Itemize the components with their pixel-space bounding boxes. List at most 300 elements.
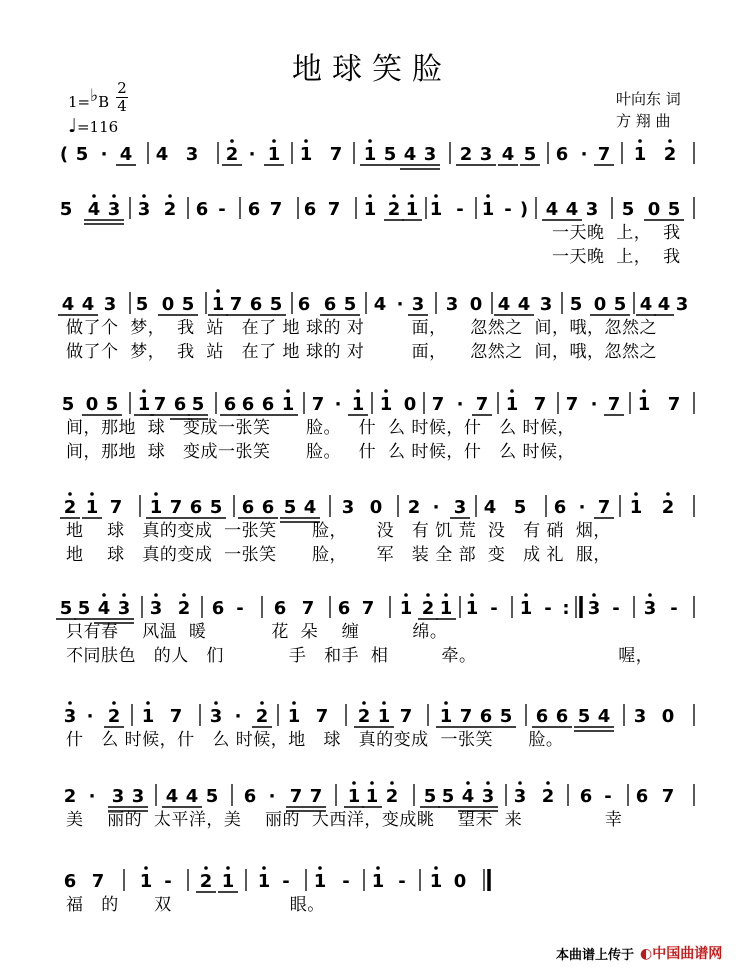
octave-dot	[638, 139, 642, 143]
score-symbol: -	[490, 598, 498, 619]
octave-dot	[154, 492, 158, 496]
score-symbol: ·	[432, 497, 440, 518]
note: 1	[149, 497, 163, 518]
note: 5	[77, 598, 91, 619]
note: 6	[535, 706, 549, 727]
note: 2	[163, 199, 177, 220]
octave-dot	[304, 139, 308, 143]
note: 1	[465, 598, 479, 619]
note: 3	[479, 144, 493, 165]
note: 5	[209, 497, 223, 518]
note: 4	[61, 294, 75, 315]
note: 2	[107, 706, 121, 727]
octave-dot	[142, 194, 146, 198]
note: 5	[613, 294, 627, 315]
note: 7	[597, 497, 611, 518]
note: 7	[109, 497, 123, 518]
octave-dot	[272, 139, 276, 143]
note: 3	[117, 598, 131, 619]
lyric-line: 做了个 梦， 我 站 在了 地 球的 对 面， 忽然之 间，哦，忽然之	[66, 342, 657, 362]
note: 6	[247, 199, 261, 220]
note: 7	[309, 786, 323, 807]
octave-dot	[444, 701, 448, 705]
note: 1	[257, 871, 271, 892]
note: 0	[469, 294, 483, 315]
octave-dot	[592, 593, 596, 597]
octave-dot	[470, 593, 474, 597]
octave-dot	[214, 701, 218, 705]
octave-dot	[352, 781, 356, 785]
note: 7	[661, 786, 675, 807]
lyric-line: 间，那地 球 变成一张笑 脸。 什 么 时候，什 么 时候，	[66, 442, 575, 462]
note: 6	[223, 394, 237, 415]
note: 2	[541, 786, 555, 807]
note: 3	[63, 706, 77, 727]
octave-dot	[142, 389, 146, 393]
score-symbol: -	[604, 786, 612, 807]
note: 6	[273, 598, 287, 619]
note: 6	[297, 294, 311, 315]
note: 5	[441, 786, 455, 807]
octave-dot	[144, 866, 148, 870]
score-symbol: ·	[88, 786, 96, 807]
score-symbol: )	[519, 199, 529, 220]
octave-dot	[634, 492, 638, 496]
note: 3	[633, 706, 647, 727]
site-logo	[640, 943, 722, 963]
note: 1	[299, 144, 313, 165]
note: 4	[597, 706, 611, 727]
note: 1	[287, 706, 301, 727]
note: 6	[555, 144, 569, 165]
note: 4	[501, 144, 515, 165]
score-symbol: ·	[334, 394, 342, 415]
note: 3	[107, 199, 121, 220]
score-symbol: ·	[268, 786, 276, 807]
key-prefix: 1=	[68, 93, 91, 111]
octave-dot	[154, 593, 158, 597]
octave-dot	[368, 139, 372, 143]
note: 7	[667, 394, 681, 415]
octave-dot	[486, 781, 490, 785]
note: 1	[85, 497, 99, 518]
key-letter: B	[98, 93, 110, 111]
octave-dot	[230, 139, 234, 143]
octave-dot	[376, 866, 380, 870]
score-symbol: ·	[396, 294, 404, 315]
note: 1	[139, 871, 153, 892]
octave-dot	[112, 701, 116, 705]
note: 5	[191, 394, 205, 415]
octave-dot	[216, 289, 220, 293]
octave-dot	[668, 139, 672, 143]
note: 6	[243, 786, 257, 807]
note: 0	[161, 294, 175, 315]
note: 1	[365, 786, 379, 807]
composer: 方 翔 曲	[616, 112, 671, 130]
note: 7	[399, 706, 413, 727]
note: 7	[475, 394, 489, 415]
note: 1	[211, 294, 225, 315]
note: 3	[675, 294, 689, 315]
note: 5	[383, 144, 397, 165]
octave-dot	[546, 781, 550, 785]
note: 7	[327, 199, 341, 220]
note: 1	[429, 199, 443, 220]
note: 0	[453, 871, 467, 892]
logo-text: 中国曲谱网	[652, 946, 723, 962]
note: 7	[301, 598, 315, 619]
lyric-line: 地 球 真的变成 一张笑 脸， 没 有 饥 荒 没 有 硝 烟，	[66, 521, 611, 541]
note: 1	[399, 598, 413, 619]
note: 2	[63, 497, 77, 518]
note: 1	[505, 394, 519, 415]
note: 5	[75, 144, 89, 165]
octave-dot	[390, 781, 394, 785]
score-symbol: ·	[578, 497, 586, 518]
time-bottom: 4	[117, 97, 127, 115]
note: 1	[637, 394, 651, 415]
note: 1	[363, 144, 377, 165]
score-symbol: -	[218, 199, 226, 220]
score-symbol: ·	[590, 394, 598, 415]
flat-symbol: ♭	[90, 86, 99, 106]
note: 7	[597, 144, 611, 165]
note: 4	[119, 144, 133, 165]
note: 2	[387, 199, 401, 220]
note: 6	[211, 598, 225, 619]
note: 4	[97, 598, 111, 619]
note: 5	[513, 497, 527, 518]
score-symbol: -	[670, 598, 678, 619]
octave-dot	[68, 492, 72, 496]
note: 1	[629, 497, 643, 518]
octave-dot	[444, 593, 448, 597]
note: 7	[459, 706, 473, 727]
note: 2	[225, 144, 239, 165]
octave-dot	[102, 593, 106, 597]
octave-dot	[260, 701, 264, 705]
note: 3	[209, 706, 223, 727]
note: 6	[241, 497, 255, 518]
note: 4	[497, 294, 511, 315]
score-symbol: -	[342, 871, 350, 892]
lyric-line: 一天晚 上， 我	[552, 247, 681, 267]
note: 3	[587, 598, 601, 619]
octave-dot	[486, 194, 490, 198]
note: 2	[385, 786, 399, 807]
note: 7	[431, 394, 445, 415]
note: 4	[565, 199, 579, 220]
note: 0	[593, 294, 607, 315]
note: 3	[185, 144, 199, 165]
note: 1	[363, 199, 377, 220]
note: 6	[261, 497, 275, 518]
note: 3	[131, 786, 145, 807]
octave-dot	[168, 194, 172, 198]
note: 3	[423, 144, 437, 165]
note: 7	[565, 394, 579, 415]
note: 5	[283, 497, 297, 518]
note: 4	[403, 144, 417, 165]
note: 7	[533, 394, 547, 415]
note: 5	[181, 294, 195, 315]
octave-dot	[434, 194, 438, 198]
score-symbol: -	[456, 199, 464, 220]
note: 6	[479, 706, 493, 727]
lyric-line: 间，那地 球 变成一张笑 脸。 什 么 时候，什 么 时候，	[66, 418, 575, 438]
score-symbol: -	[398, 871, 406, 892]
score-symbol: -	[236, 598, 244, 619]
lyric-line: 一天晚 上， 我	[552, 223, 681, 243]
note: 5	[343, 294, 357, 315]
logo-mark-icon: ◐	[640, 946, 653, 962]
note: 3	[513, 786, 527, 807]
note: 5	[577, 706, 591, 727]
note: 3	[481, 786, 495, 807]
lyric-line: 只有春 风温 暖 花 朵 缠 绵。	[66, 622, 448, 642]
note: 4	[483, 497, 497, 518]
note: 4	[639, 294, 653, 315]
note: 2	[63, 786, 77, 807]
note: 4	[87, 199, 101, 220]
note: 3	[453, 497, 467, 518]
quarter-note-icon: ♩	[68, 115, 77, 137]
octave-dot	[466, 781, 470, 785]
note: 3	[111, 786, 125, 807]
octave-dot	[362, 701, 366, 705]
note: 1	[371, 871, 385, 892]
lyric-line: 福 的 双 眼。	[66, 895, 325, 915]
note: 4	[657, 294, 671, 315]
note: 7	[311, 394, 325, 415]
tempo-value: =116	[76, 118, 119, 136]
note: 4	[545, 199, 559, 220]
note: 1	[347, 786, 361, 807]
time-top: 2	[117, 79, 127, 97]
note: 3	[585, 199, 599, 220]
octave-dot	[318, 866, 322, 870]
note: 1	[429, 871, 443, 892]
note: 0	[403, 394, 417, 415]
note: 2	[661, 497, 675, 518]
octave-dot	[518, 781, 522, 785]
note: 2	[421, 598, 435, 619]
octave-dot	[648, 593, 652, 597]
note: 6	[249, 294, 263, 315]
note: 4	[81, 294, 95, 315]
note: 1	[281, 394, 295, 415]
note: 1	[377, 706, 391, 727]
note: 6	[173, 394, 187, 415]
score-symbol: ·	[86, 706, 94, 727]
octave-dot	[356, 389, 360, 393]
note: 3	[149, 598, 163, 619]
note: 4	[185, 786, 199, 807]
note: 7	[361, 598, 375, 619]
note: 5	[61, 394, 75, 415]
octave-dot	[368, 194, 372, 198]
score-symbol: ·	[234, 706, 242, 727]
note: 6	[189, 497, 203, 518]
octave-dot	[404, 593, 408, 597]
score-symbol: ·	[456, 394, 464, 415]
note: 5	[499, 706, 513, 727]
note: 4	[517, 294, 531, 315]
octave-dot	[92, 194, 96, 198]
note: 1	[313, 871, 327, 892]
octave-dot	[666, 492, 670, 496]
note: 5	[523, 144, 537, 165]
octave-dot	[382, 701, 386, 705]
note: 1	[137, 394, 151, 415]
score-symbol: -	[164, 871, 172, 892]
time-signature	[116, 80, 128, 115]
score-symbol: (	[59, 144, 69, 165]
note: 6	[195, 199, 209, 220]
note: 5	[667, 199, 681, 220]
note: 2	[255, 706, 269, 727]
octave-dot	[392, 194, 396, 198]
octave-dot	[286, 389, 290, 393]
note: 1	[439, 706, 453, 727]
note: 7	[269, 199, 283, 220]
note: 6	[337, 598, 351, 619]
octave-dot	[292, 701, 296, 705]
note: 4	[155, 144, 169, 165]
octave-dot	[182, 593, 186, 597]
note: 3	[411, 294, 425, 315]
note: 1	[221, 871, 235, 892]
score-symbol: -	[282, 871, 290, 892]
octave-dot	[68, 701, 72, 705]
note: 7	[229, 294, 243, 315]
note: 1	[481, 199, 495, 220]
note: 0	[661, 706, 675, 727]
score-symbol: -	[544, 598, 552, 619]
lyricist: 叶向东 词	[616, 90, 681, 108]
score-symbol: ·	[580, 144, 588, 165]
octave-dot	[434, 866, 438, 870]
note: 7	[91, 871, 105, 892]
note: 1	[439, 598, 453, 619]
note: 4	[165, 786, 179, 807]
note: 4	[373, 294, 387, 315]
note: 7	[329, 144, 343, 165]
lyric-line: 地 球 真的变成 一张笑 脸， 军 装 全 部 变 成 礼 服，	[66, 545, 611, 565]
note: 6	[241, 394, 255, 415]
note: 3	[341, 497, 355, 518]
note: 2	[357, 706, 371, 727]
octave-dot	[524, 593, 528, 597]
note: 0	[647, 199, 661, 220]
note: 5	[135, 294, 149, 315]
note: 1	[379, 394, 393, 415]
note: 5	[59, 199, 73, 220]
note: 2	[663, 144, 677, 165]
note: 0	[85, 394, 99, 415]
note: 5	[621, 199, 635, 220]
note: 7	[153, 394, 167, 415]
octave-dot	[112, 194, 116, 198]
octave-dot	[510, 389, 514, 393]
note: 2	[199, 871, 213, 892]
lyric-line: 什 么 时候，什 么 时候，地 球 真的变成 一张笑 脸。	[66, 730, 564, 750]
octave-dot	[226, 866, 230, 870]
note: 1	[519, 598, 533, 619]
note: 7	[315, 706, 329, 727]
octave-dot	[410, 194, 414, 198]
note: 1	[141, 706, 155, 727]
note: 0	[369, 497, 383, 518]
note: 5	[59, 598, 73, 619]
note: 1	[405, 199, 419, 220]
score-symbol: ·	[100, 144, 108, 165]
octave-dot	[204, 866, 208, 870]
note: 3	[103, 294, 117, 315]
octave-dot	[642, 389, 646, 393]
lyric-line: 做了个 梦， 我 站 在了 地 球的 对 面， 忽然之 间，哦，忽然之	[66, 318, 657, 338]
note: 4	[303, 497, 317, 518]
note: 5	[105, 394, 119, 415]
note: 1	[267, 144, 281, 165]
score-symbol: -	[504, 199, 512, 220]
upload-credit: 本曲谱上传于	[556, 948, 635, 963]
note: 1	[351, 394, 365, 415]
lyric-line: 美 丽的 太平洋，美 丽的 大西洋，变成眺 望未 来 幸	[66, 810, 623, 830]
note: 2	[177, 598, 191, 619]
octave-dot	[370, 781, 374, 785]
note: 6	[303, 199, 317, 220]
note: 4	[461, 786, 475, 807]
note: 3	[137, 199, 151, 220]
note: 5	[205, 786, 219, 807]
note: 3	[643, 598, 657, 619]
octave-dot	[384, 389, 388, 393]
note: 6	[635, 786, 649, 807]
note: 6	[579, 786, 593, 807]
octave-dot	[146, 701, 150, 705]
score-symbol: ·	[248, 144, 256, 165]
octave-dot	[122, 593, 126, 597]
octave-dot	[90, 492, 94, 496]
score-symbol: :	[562, 598, 570, 619]
key-signature	[68, 86, 110, 112]
note: 6	[63, 871, 77, 892]
note: 3	[539, 294, 553, 315]
note: 7	[169, 706, 183, 727]
song-title: 地球笑脸	[292, 52, 452, 87]
note: 7	[607, 394, 621, 415]
note: 1	[633, 144, 647, 165]
note: 5	[269, 294, 283, 315]
note: 5	[569, 294, 583, 315]
score-symbol: -	[612, 598, 620, 619]
note: 5	[423, 786, 437, 807]
note: 6	[261, 394, 275, 415]
note: 7	[169, 497, 183, 518]
octave-dot	[262, 866, 266, 870]
note: 6	[553, 497, 567, 518]
octave-dot	[426, 593, 430, 597]
note: 6	[555, 706, 569, 727]
lyric-line: 不同肤色 的人 们 手 和手 相 牵。 喔，	[66, 646, 654, 666]
note: 2	[459, 144, 473, 165]
note: 2	[407, 497, 421, 518]
note: 6	[323, 294, 337, 315]
tempo-mark	[68, 115, 118, 137]
note: 7	[289, 786, 303, 807]
